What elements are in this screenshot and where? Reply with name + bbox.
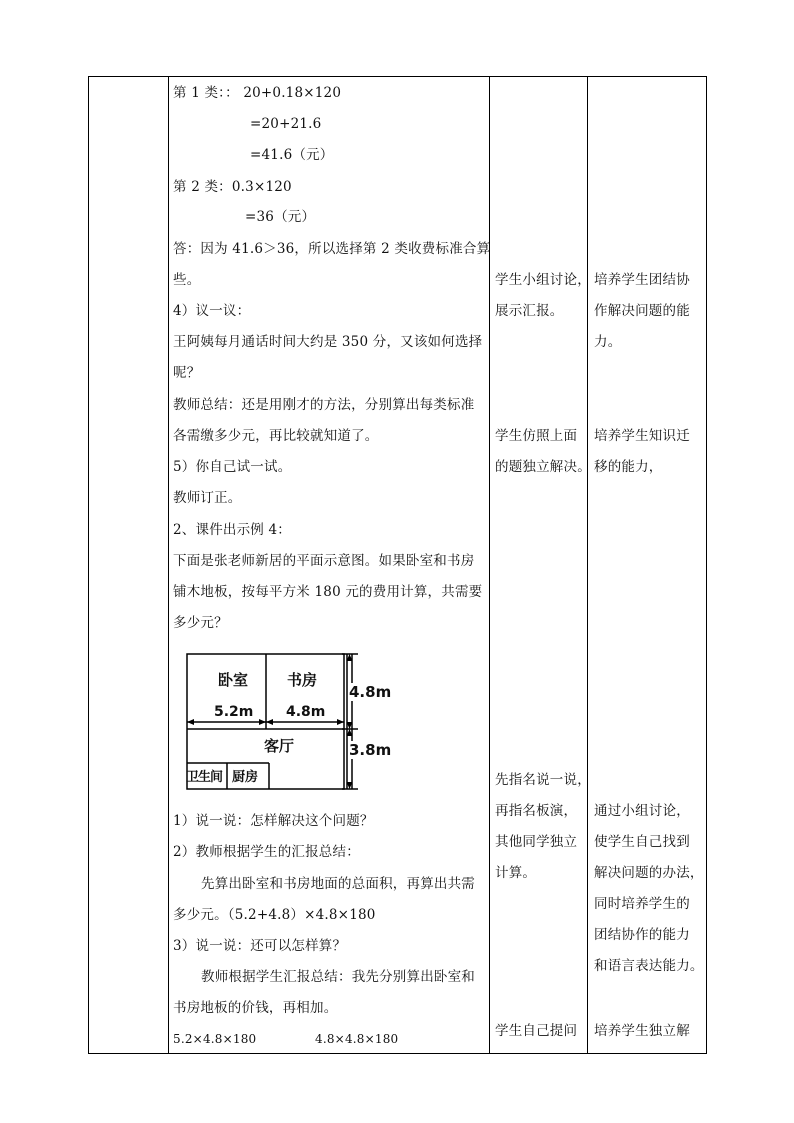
text-line: 多少元。（5.2+4.8）×4.8×180 [173,907,376,923]
purpose-text: 移的能力， [594,459,663,475]
arrow-icon [259,719,266,725]
study-width-label: 4.8m [286,704,326,720]
arrow-icon [337,719,344,725]
purpose-text: 同时培养学生的 [594,896,690,912]
text-line: 教师订正。 [173,490,242,506]
column-divider [168,77,169,1053]
student-text: 展示汇报。 [495,303,564,319]
text-line: 答：因为 41.6＞36，所以选择第 2 类收费标准合算 [173,241,491,257]
bedroom-label: 卧室 [218,671,249,689]
purpose-text: 通过小组讨论， [594,803,690,819]
text-line: 各需缴多少元，再比较就知道了。 [173,428,379,444]
calc-line: =41.6（元） [250,147,334,163]
purpose-text: 培养学生知识迁 [594,428,690,444]
calc-line: 第 2 类：0.3×120 [173,179,292,195]
study-label: 书房 [287,671,318,689]
student-text: 学生自己提问 [495,1023,578,1039]
text-line: 2、课件出示例 4： [173,522,291,538]
bottom-height-label: 3.8m [349,741,392,759]
text-line: 4）议一议： [173,303,251,319]
text-line: 呢？ [173,365,201,381]
text-line: 1）说一说：怎样解决这个问题？ [173,813,374,829]
top-height-label: 4.8m [349,683,392,701]
purpose-text: 团结协作的能力 [594,927,690,943]
purpose-text: 作解决问题的能 [594,303,690,319]
text-line: 下面是张老师新居的平面示意图。如果卧室和书房 [173,553,475,569]
purpose-text: 培养学生团结协 [594,272,690,288]
bedroom-width-label: 5.2m [214,704,254,720]
living-room-label: 客厅 [264,737,295,755]
student-text: 学生仿照上面 [495,428,578,444]
purpose-text: 解决问题的办法， [594,865,704,881]
text-line: 王阿姨每月通话时间大约是 350 分，又该如何选择 [173,334,483,350]
kitchen-label: 厨房 [232,770,259,785]
text-line: 教师总结：还是用刚才的方法，分别算出每类标准 [173,397,475,413]
arrow-icon [266,719,273,725]
purpose-text: 培养学生独立解 [594,1023,690,1039]
student-text: 再指名板演， [495,803,578,819]
text-line: 铺木地板，按每平方米 180 元的费用计算，共需要 [173,584,483,600]
calc-line: =20+21.6 [250,116,322,132]
calc-line: 4.8×4.8×180 [315,1032,399,1046]
column-divider [587,77,588,1053]
calc-line: 5.2×4.8×180 [173,1032,257,1046]
student-text: 先指名说一说， [495,772,591,788]
text-line: 多少元？ [173,615,228,631]
calc-line: 第 1 类：： 20+0.18×120 [173,85,342,101]
student-text: 其他同学独立 [495,834,578,850]
student-text: 计算。 [495,865,537,881]
text-line: 先算出卧室和书房地面的总面积，再算出共需 [201,876,475,892]
text-line: 教师根据学生汇报总结：我先分别算出卧室和 [201,969,475,985]
purpose-text: 使学生自己找到 [594,834,690,850]
text-line: 些。 [173,272,201,288]
text-line: 2）教师根据学生的汇报总结： [173,844,360,860]
calc-line: =36（元） [245,209,316,225]
column-divider [489,77,490,1053]
student-text: 的题独立解决。 [495,459,591,475]
student-text: 学生小组讨论， [495,272,591,288]
text-line: 5）你自己试一试。 [173,459,292,475]
bathroom-label: 卫生间 [186,770,223,785]
purpose-text: 力。 [594,334,622,350]
text-line: 书房地板的价钱，再相加。 [173,1000,338,1016]
arrow-icon [187,719,194,725]
text-line: 3）说一说：还可以怎样算？ [173,938,347,954]
purpose-text: 和语言表达能力。 [594,958,704,974]
